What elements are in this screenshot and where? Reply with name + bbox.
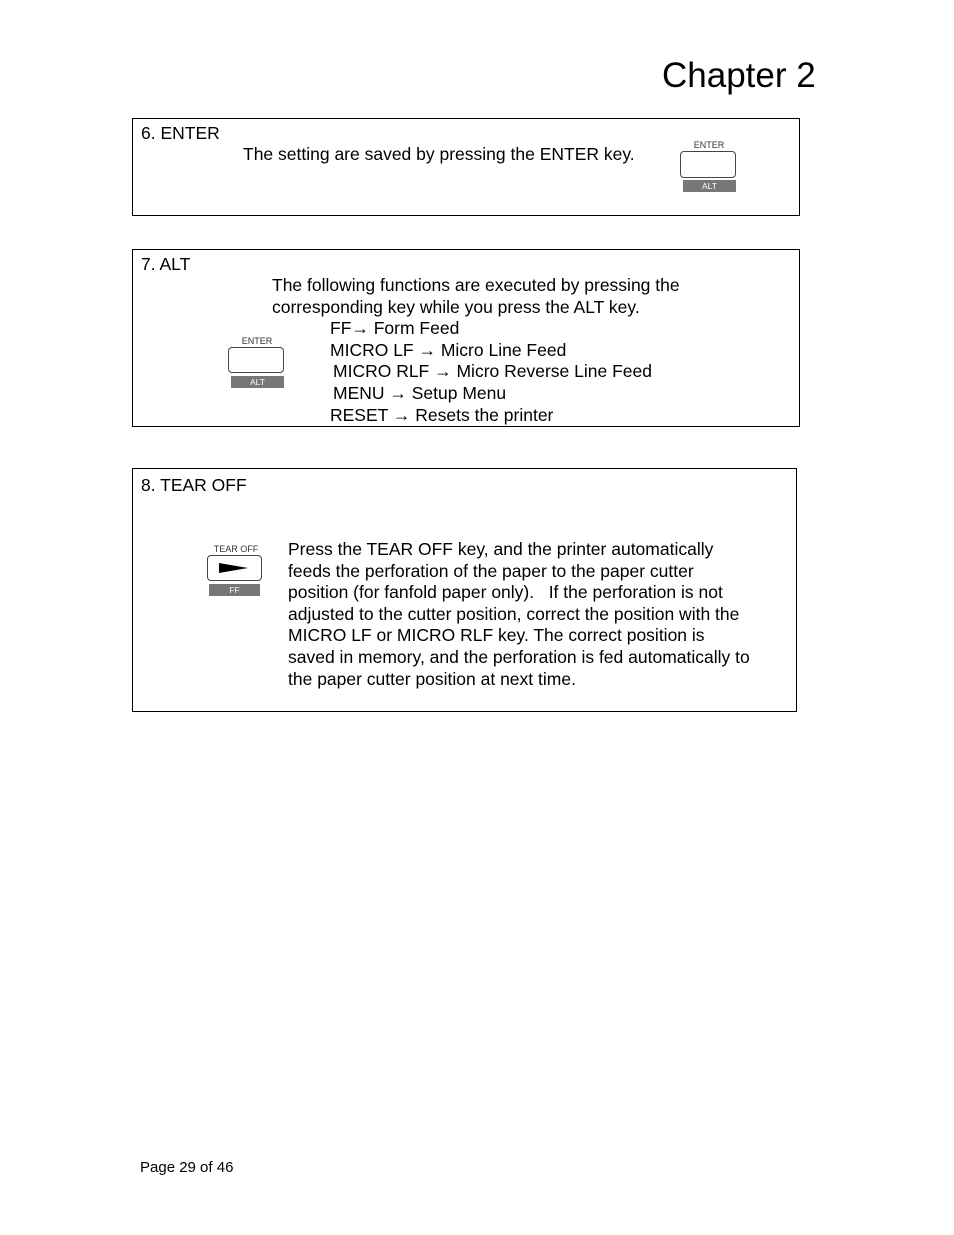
alt-section-title: 7. ALT [141,254,191,274]
alt-function-micro-lf: MICRO LF → Micro Line Feed [330,340,567,360]
alt-key-alt-label: ALT [231,376,284,388]
enter-section-title: 6. ENTER [141,123,220,143]
tear-off-section [132,468,797,712]
alt-key-icon [227,336,287,390]
enter-section [132,118,800,216]
tear-off-line-3: position (for fanfold paper only). If the perforation is not [288,582,723,603]
tear-off-section-title: 8. TEAR OFF [141,475,247,495]
tear-off-description [288,539,793,690]
tear-off-key-cap [207,555,262,581]
alt-function-micro-rlf: MICRO RLF → Micro Reverse Line Feed [333,361,652,381]
alt-key-label: ENTER [241,336,273,346]
chapter-heading: Chapter 2 [662,56,816,95]
alt-intro-line-2: corresponding key while you press the ALT key. [272,297,640,317]
page-number: Page 29 of 46 [140,1159,234,1176]
enter-key-icon [679,140,739,194]
enter-key-cap [680,151,736,178]
tear-off-line-2: feeds the perforation of the paper to the paper cutter [288,560,694,581]
tear-off-line-4: adjusted to the cutter position, correct the position with the [288,603,740,624]
tear-off-line-1: Press the TEAR OFF key, and the printer automatically [288,539,714,559]
alt-function-ff: FF→ Form Feed [330,318,460,338]
alt-function-menu: MENU → Setup Menu [333,383,507,403]
tear-off-line-6: saved in memory, and the perforation is fed automatically to [288,646,750,667]
tear-off-line-7: the paper cutter position at next time. [288,668,576,689]
tear-off-key-label: TEAR OFF [213,544,259,554]
tear-off-key-icon [207,544,265,600]
enter-key-alt-label: ALT [683,180,736,192]
alt-key-cap [228,347,284,373]
alt-function-reset: RESET → Resets the printer [330,405,554,425]
enter-section-description: The setting are saved by pressing the ENTER key. [243,144,635,164]
tear-off-key-ff-label: FF [209,584,260,596]
enter-key-label: ENTER [693,140,725,150]
alt-section [132,249,800,427]
tear-off-line-5: MICRO LF or MICRO RLF key. The correct position is [288,625,705,646]
feed-arrow-icon [207,555,262,581]
alt-intro-line-1: The following functions are executed by pressing the [272,275,680,295]
